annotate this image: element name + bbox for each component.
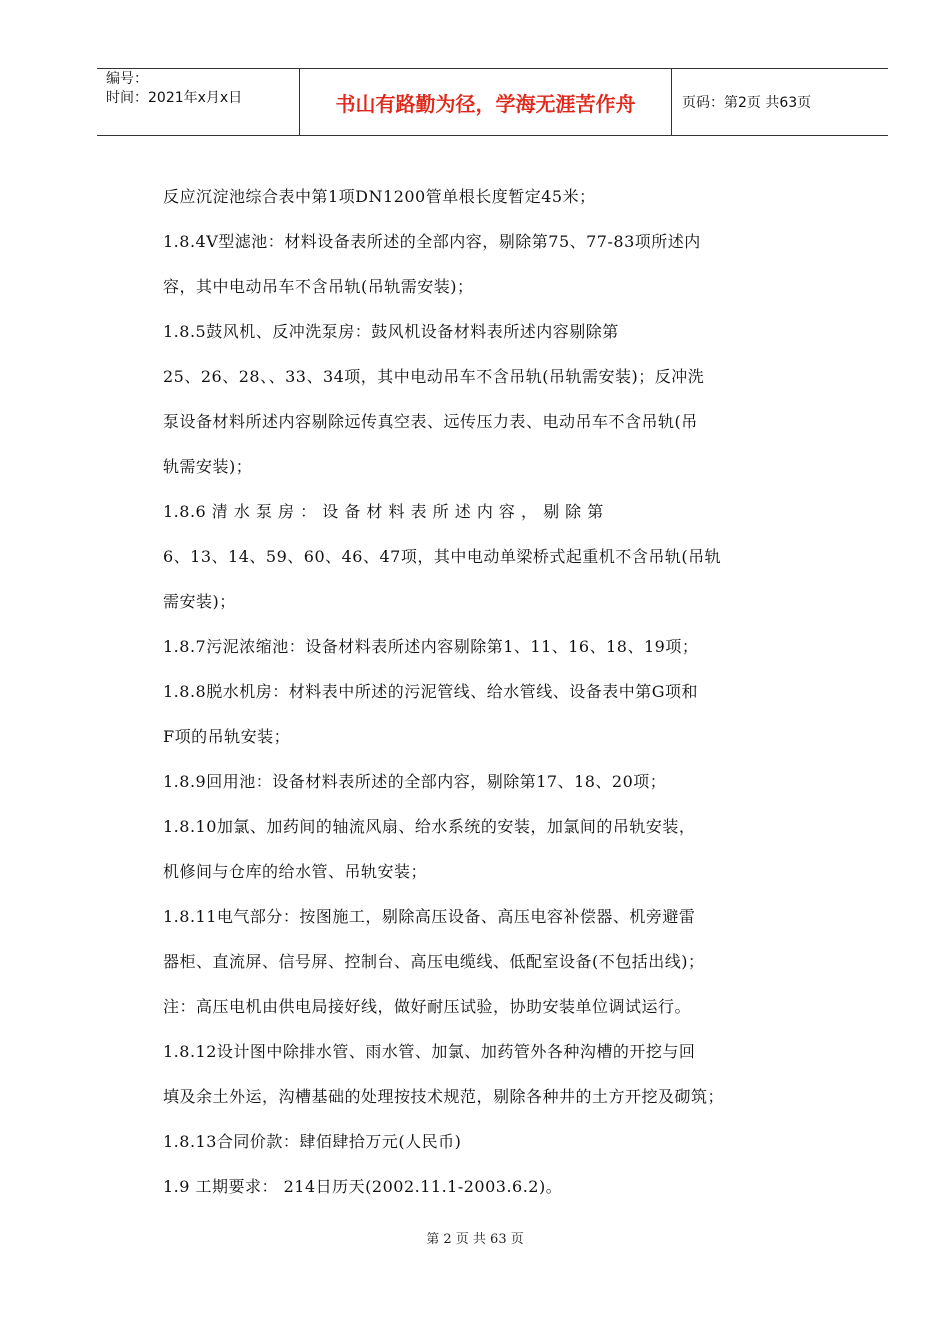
text-line: 1.8.10加氯、加药间的轴流风扇、给水系统的安装，加氯间的吊轨安装， [163,817,696,836]
page-header [97,68,888,136]
header-page-info: 页码：第2页 共63页 [682,95,812,111]
text-line: 反应沉淀池综合表中第1项DN1200管单根长度暂定45米； [163,187,596,206]
text-line: 1.9 工期要求： 214日历天(2002.11.1-2003.6.2)。 [163,1177,563,1196]
text-line: 1.8.9回用池：设备材料表所述的全部内容，剔除第17、18、20项； [163,772,667,791]
text-line: 1.8.11电气部分：按图施工，剔除高压设备、高压电容补偿器、机旁避雷 [163,907,696,926]
text-line: 1.8.8脱水机房：材料表中所述的污泥管线、给水管线、设备表中第G项和 [163,682,698,701]
page-footer: 第 2 页 共 63 页 [426,1232,524,1247]
text-line: 需安装)； [163,592,236,611]
text-line: 25、26、28、、33、34项，其中电动吊车不含吊轨(吊轨需安装)；反冲洗 [163,367,705,386]
header-meta [97,69,300,135]
text-line: 1.8.13合同价款：肆佰肆拾万元(人民币) [163,1132,462,1151]
text-line: 1.8.6 清 水 泵 房 ： 设 备 材 料 表 所 述 内 容 ， 剔 除 第 [163,502,604,521]
text-line: 器柜、直流屏、信号屏、控制台、高压电缆线、低配室设备(不包括出线)； [163,952,705,971]
text-line: 6、13、14、59、60、46、47项，其中电动单梁桥式起重机不含吊轨(吊轨 [163,547,722,566]
text-line: 注：高压电机由供电局接好线，做好耐压试验，协助安装单位调试运行。 [163,997,692,1016]
header-motto: 书山有路勤为径，学海无涯苦作舟 [300,69,672,135]
text-line: 1.8.12设计图中除排水管、雨水管、加氯、加药管外各种沟槽的开挖与回 [163,1042,696,1061]
text-line: 1.8.7污泥浓缩池：设备材料表所述内容剔除第1、11、16、18、19项； [163,637,699,656]
text-line: 容，其中电动吊车不含吊轨(吊轨需安装)； [163,277,474,296]
text-line: 泵设备材料所述内容剔除远传真空表、远传压力表、电动吊车不含吊轨(吊 [163,412,698,431]
text-line: F项的吊轨安装； [163,727,291,746]
text-line: 1.8.5鼓风机、反冲洗泵房：鼓风机设备材料表所述内容剔除第 [163,322,619,341]
text-line: 机修间与仓库的给水管、吊轨安装； [163,862,428,881]
document-body [163,174,825,1209]
text-line: 1.8.4V型滤池：材料设备表所述的全部内容，剔除第75、77-83项所述内 [163,232,701,251]
text-line: 轨需安装)； [163,457,253,476]
text-line: 填及余土外运，沟槽基础的处理按技术规范，剔除各种井的土方开挖及砌筑； [163,1087,725,1106]
serial-number-label: 编号： [106,71,148,87]
time-label: 时间：2021年x月x日 [106,90,243,106]
